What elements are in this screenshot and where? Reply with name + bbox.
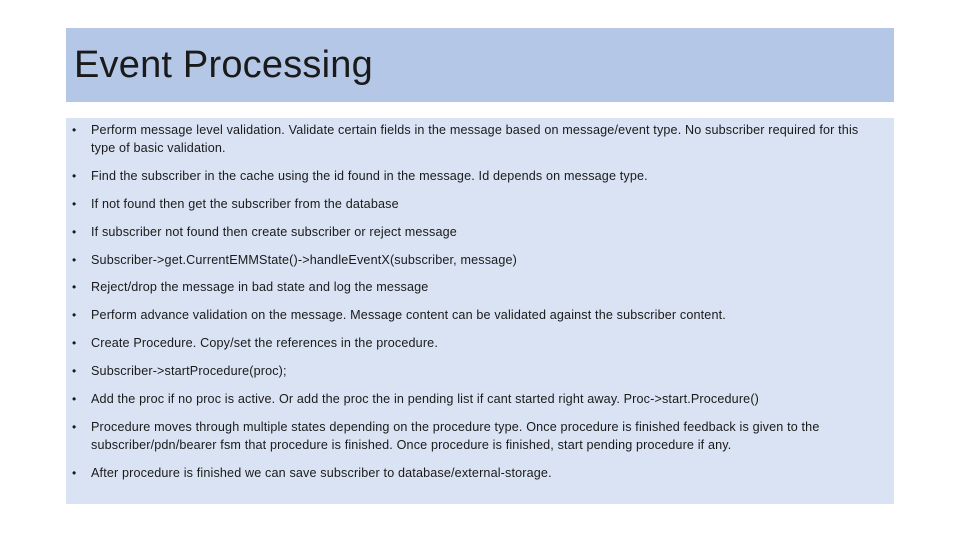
- content-panel: [66, 118, 894, 504]
- list-item-text: Create Procedure. Copy/set the references in the procedure.: [91, 336, 438, 351]
- slide-title: Event Processing: [74, 44, 373, 86]
- bullet-icon: •: [72, 168, 77, 183]
- list-item: [72, 278, 884, 296]
- list-item: [72, 464, 884, 482]
- bullet-icon: •: [72, 224, 77, 239]
- list-item-text: Subscriber->startProcedure(proc);: [91, 364, 287, 379]
- list-item: [72, 195, 884, 213]
- list-item: [72, 418, 884, 454]
- list-item-text: Perform message level validation. Validate certain fields in the message based on message/event type. No subscriber required for this type of basic validation.: [91, 123, 859, 155]
- bullet-list: [72, 121, 884, 482]
- list-item-text: Procedure moves through multiple states depending on the procedure type. Once procedure is finished feedback is given to the subscriber/pdn/bearer fsm that procedure is finished. Once procedure is finished, start pending procedure if any.: [91, 419, 820, 452]
- bullet-icon: •: [72, 392, 77, 407]
- bullet-icon: •: [72, 196, 77, 211]
- list-item: [72, 167, 884, 185]
- list-item-text: Perform advance validation on the message. Message content can be validated against the subscriber content.: [91, 308, 726, 323]
- list-item-text: Find the subscriber in the cache using the id found in the message. Id depends on message type.: [91, 168, 648, 183]
- bullet-icon: •: [72, 364, 77, 379]
- list-item-text: If not found then get the subscriber from the database: [91, 196, 399, 211]
- list-item-text: Reject/drop the message in bad state and log the message: [91, 280, 429, 295]
- list-item-text: Add the proc if no proc is active. Or add the proc the in pending list if cant started right away. Proc->start.Procedure(): [91, 392, 760, 407]
- list-item: [72, 334, 884, 352]
- bullet-icon: •: [72, 419, 77, 434]
- bullet-icon: •: [72, 308, 77, 323]
- title-banner: [66, 28, 894, 102]
- bullet-icon: •: [72, 252, 77, 267]
- list-item: [72, 306, 884, 324]
- list-item: [72, 390, 884, 408]
- list-item: [72, 362, 884, 380]
- bullet-icon: •: [72, 465, 77, 480]
- list-item-text: Subscriber->get.CurrentEMMState()->handleEventX(subscriber, message): [91, 252, 517, 267]
- bullet-icon: •: [72, 280, 77, 295]
- list-item: [72, 121, 884, 157]
- list-item-text: After procedure is finished we can save subscriber to database/external-storage.: [91, 465, 552, 480]
- list-item: [72, 251, 884, 269]
- bullet-icon: •: [72, 123, 77, 137]
- bullet-icon: •: [72, 336, 77, 351]
- list-item-text: If subscriber not found then create subscriber or reject message: [91, 224, 457, 239]
- list-item: [72, 223, 884, 241]
